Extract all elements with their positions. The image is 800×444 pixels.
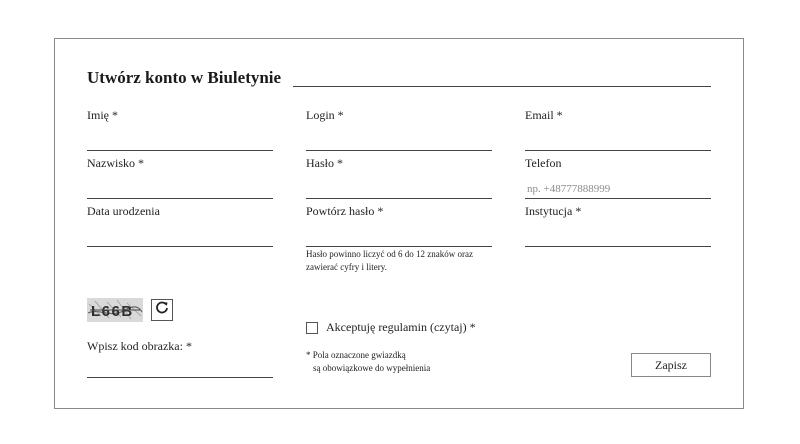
- required-note-line2: są obowiązkowe do wypełnienia: [313, 363, 431, 373]
- institution-field: [525, 203, 711, 247]
- captcha-image: [87, 298, 143, 322]
- repeat-password-field: [306, 203, 492, 247]
- password-label: Hasło *: [306, 156, 343, 170]
- institution-input[interactable]: [525, 227, 711, 247]
- terms-row: [306, 320, 476, 335]
- captcha-field: [87, 338, 273, 378]
- last-name-label: Nazwisko *: [87, 156, 144, 170]
- save-button[interactable]: Zapisz: [631, 353, 711, 377]
- refresh-icon: [155, 301, 169, 320]
- email-label: Email *: [525, 108, 563, 122]
- phone-input[interactable]: [525, 179, 711, 199]
- captcha-label: Wpisz kod obrazka: *: [87, 339, 192, 353]
- repeat-password-label: Powtórz hasło *: [306, 204, 384, 218]
- form-header: [87, 66, 711, 90]
- last-name-input[interactable]: [87, 179, 273, 199]
- required-fields-note: [306, 349, 430, 375]
- captcha-refresh-button[interactable]: [151, 299, 173, 321]
- login-label: Login *: [306, 108, 344, 122]
- first-name-input[interactable]: [87, 131, 273, 151]
- phone-field: [525, 155, 711, 199]
- title-underline: [293, 86, 711, 87]
- captcha-text: L66B: [91, 303, 134, 320]
- phone-label: Telefon: [525, 156, 562, 170]
- first-name-field: [87, 107, 273, 151]
- password-hint: Hasło powinno liczyć od 6 do 12 znaków oraz zawierać cyfry i litery.: [306, 249, 473, 272]
- captcha-input[interactable]: [87, 358, 273, 378]
- terms-checkbox[interactable]: [306, 322, 318, 334]
- password-field: [306, 155, 492, 199]
- first-name-label: Imię *: [87, 108, 118, 122]
- birth-date-field: [87, 203, 273, 247]
- email-field: [525, 107, 711, 151]
- terms-label[interactable]: Akceptuję regulamin (czytaj) *: [326, 320, 476, 334]
- birth-date-input[interactable]: [87, 227, 273, 247]
- birth-date-label: Data urodzenia: [87, 204, 160, 218]
- login-input[interactable]: [306, 131, 492, 151]
- last-name-field: [87, 155, 273, 199]
- form-title: Utwórz konto w Biuletynie: [87, 68, 282, 87]
- required-note-line1: * Pola oznaczone gwiazdką: [306, 350, 406, 360]
- login-field: [306, 107, 492, 151]
- institution-label: Instytucja *: [525, 204, 582, 218]
- password-input[interactable]: [306, 179, 492, 199]
- repeat-password-input[interactable]: [306, 227, 492, 247]
- email-input[interactable]: [525, 131, 711, 151]
